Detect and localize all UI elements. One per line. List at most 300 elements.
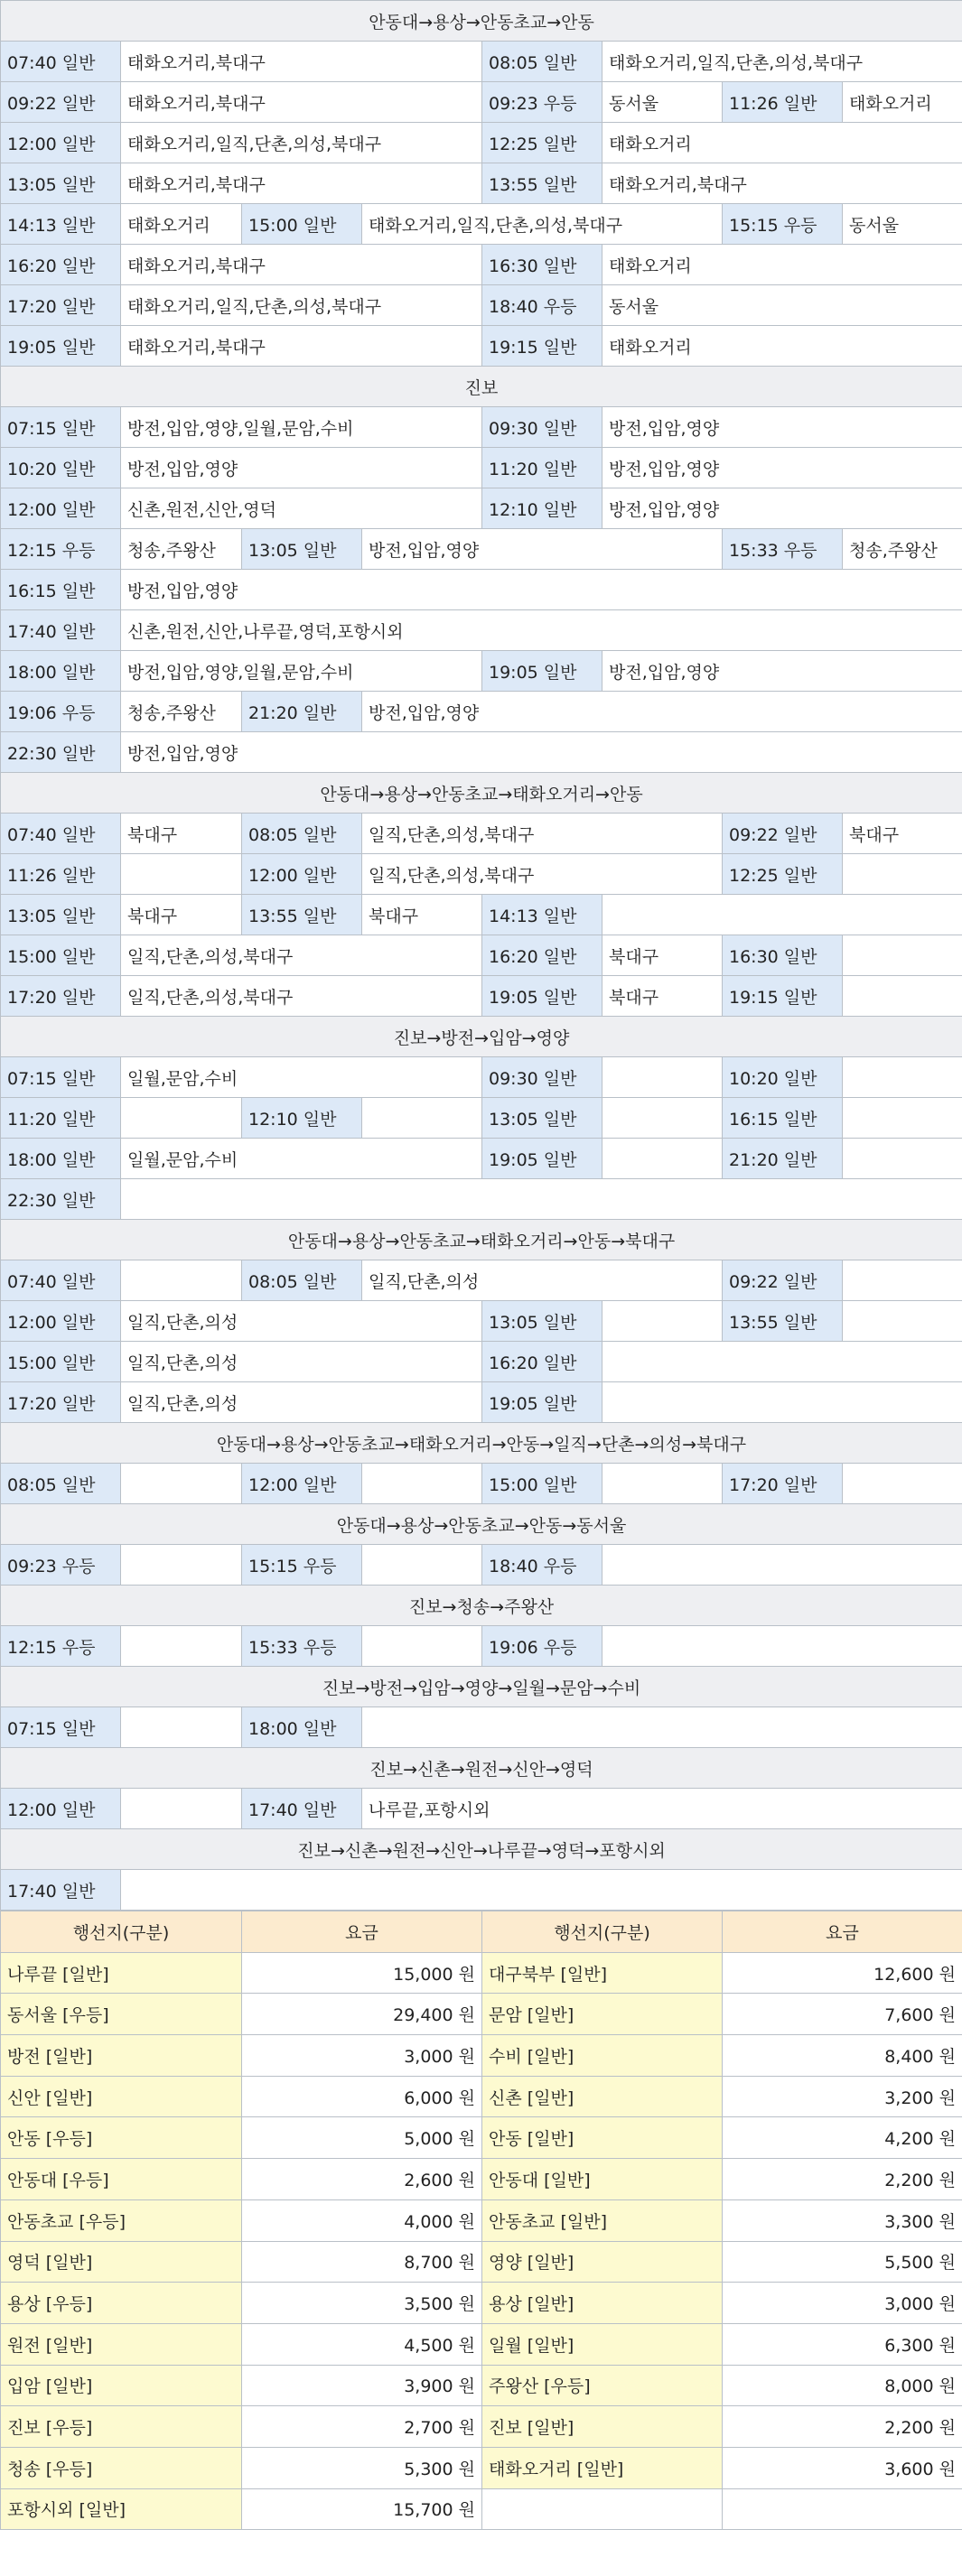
- schedule-row: [1, 1707, 962, 1748]
- via-stops: 신촌,원전,신안,나루끝,영덕,포항시외: [121, 610, 962, 651]
- via-stops: 태화오거리,북대구: [602, 163, 962, 204]
- departure-time: 18:40 우등: [482, 285, 602, 326]
- route-title: 안동대→용상→안동초교→태화오거리→안동→일직→단촌→의성→북대구: [1, 1423, 962, 1464]
- section-header-row: [1, 367, 962, 407]
- via-stops: [121, 1870, 962, 1911]
- departure-time: 15:00 일반: [1, 935, 121, 976]
- via-stops: 일직,단촌,의성: [121, 1342, 482, 1382]
- departure-time: 12:00 일반: [1, 488, 121, 529]
- via-stops: 신촌,원전,신안,영덕: [121, 488, 482, 529]
- departure-time: 12:00 일반: [1, 123, 121, 163]
- schedule-row: [1, 123, 962, 163]
- departure-time: 18:00 일반: [242, 1707, 362, 1748]
- fare-price: 2,200 원: [723, 2159, 962, 2200]
- fare-header-price: 요금: [723, 1911, 962, 1953]
- fare-destination: 안동 [우등]: [1, 2117, 242, 2159]
- fare-destination: 포항시외 [일반]: [1, 2488, 242, 2530]
- via-stops: 방전,입암,영양: [121, 448, 482, 488]
- departure-time: 12:15 우등: [1, 1626, 121, 1667]
- fare-body: [1, 1952, 962, 2530]
- departure-time: 13:05 일반: [242, 529, 362, 570]
- via-stops: 방전,입암,영양: [602, 448, 962, 488]
- departure-time: 07:40 일반: [1, 42, 121, 82]
- fare-row: [1, 2323, 962, 2365]
- departure-time: 13:55 일반: [723, 1301, 843, 1342]
- section-header-row: [1, 1667, 962, 1707]
- fare-header-row: [1, 1911, 962, 1953]
- via-stops: 방전,입암,영양: [121, 732, 962, 773]
- schedule-row: [1, 1545, 962, 1586]
- schedule-row: [1, 1057, 962, 1098]
- schedule-row: [1, 82, 962, 123]
- departure-time: 21:20 일반: [723, 1139, 843, 1179]
- schedule-row: [1, 407, 962, 448]
- via-stops: [121, 854, 242, 895]
- via-stops: [843, 1139, 962, 1179]
- departure-time: 17:40 일반: [1, 1870, 121, 1911]
- schedule-row: [1, 204, 962, 245]
- fare-price: 3,200 원: [723, 2076, 962, 2117]
- via-stops: [602, 1464, 723, 1504]
- via-stops: 방전,입암,영양: [602, 651, 962, 692]
- departure-time: 16:20 일반: [482, 935, 602, 976]
- fare-price: 6,000 원: [242, 2076, 482, 2117]
- via-stops: [602, 1098, 723, 1139]
- fare-destination: 원전 [일반]: [1, 2323, 242, 2365]
- fare-price: 7,600 원: [723, 1994, 962, 2035]
- fare-destination: [482, 2488, 723, 2530]
- fare-price: 5,000 원: [242, 2117, 482, 2159]
- schedule-row: [1, 1342, 962, 1382]
- departure-time: 18:00 일반: [1, 651, 121, 692]
- departure-time: 15:33 우등: [723, 529, 843, 570]
- via-stops: [362, 1626, 482, 1667]
- schedule-row: [1, 1870, 962, 1911]
- fare-row: [1, 2035, 962, 2077]
- departure-time: 09:22 일반: [723, 814, 843, 854]
- departure-time: 08:05 일반: [242, 1260, 362, 1301]
- fare-price: 15,700 원: [242, 2488, 482, 2530]
- departure-time: 16:15 일반: [723, 1098, 843, 1139]
- route-title: 진보: [1, 367, 962, 407]
- fare-destination: 안동 [일반]: [482, 2117, 723, 2159]
- via-stops: [121, 1626, 242, 1667]
- departure-time: 16:15 일반: [1, 570, 121, 610]
- departure-time: 12:00 일반: [1, 1301, 121, 1342]
- departure-time: 11:26 일반: [723, 82, 843, 123]
- fare-destination: 용상 [일반]: [482, 2283, 723, 2324]
- fare-price: 8,700 원: [242, 2241, 482, 2283]
- fare-destination: 안동대 [일반]: [482, 2159, 723, 2200]
- fare-price: 5,300 원: [242, 2447, 482, 2488]
- fare-destination: 영덕 [일반]: [1, 2241, 242, 2283]
- fare-price: 15,000 원: [242, 1952, 482, 1994]
- via-stops: [843, 1464, 962, 1504]
- route-title: 진보→신촌→원전→신안→나루끝→영덕→포항시외: [1, 1829, 962, 1870]
- via-stops: 청송,주왕산: [843, 529, 962, 570]
- via-stops: 방전,입암,영양,일월,문암,수비: [121, 407, 482, 448]
- via-stops: 북대구: [843, 814, 962, 854]
- via-stops: [602, 1382, 962, 1423]
- schedule-row: [1, 692, 962, 732]
- via-stops: 태화오거리: [843, 82, 962, 123]
- schedule-row: [1, 1098, 962, 1139]
- fare-price: 2,200 원: [723, 2406, 962, 2448]
- fare-destination: 안동초교 [일반]: [482, 2199, 723, 2241]
- route-title: 안동대→용상→안동초교→안동→동서울: [1, 1504, 962, 1545]
- fare-destination: 청송 [우등]: [1, 2447, 242, 2488]
- departure-time: 14:13 일반: [482, 895, 602, 935]
- fare-row: [1, 1952, 962, 1994]
- departure-time: 16:30 일반: [723, 935, 843, 976]
- route-title: 안동대→용상→안동초교→태화오거리→안동: [1, 773, 962, 814]
- schedule-row: [1, 163, 962, 204]
- departure-time: 16:30 일반: [482, 245, 602, 285]
- fare-row: [1, 2406, 962, 2448]
- section-header-row: [1, 1586, 962, 1626]
- via-stops: 태화오거리,일직,단촌,의성,북대구: [362, 204, 723, 245]
- departure-time: 12:25 일반: [482, 123, 602, 163]
- departure-time: 12:00 일반: [1, 1789, 121, 1829]
- via-stops: [602, 1342, 962, 1382]
- schedule-row: [1, 1139, 962, 1179]
- fare-price: 3,000 원: [723, 2283, 962, 2324]
- schedule-row: [1, 976, 962, 1017]
- via-stops: 북대구: [362, 895, 482, 935]
- via-stops: [843, 1098, 962, 1139]
- via-stops: 북대구: [121, 895, 242, 935]
- schedule-row: [1, 814, 962, 854]
- schedule-row: [1, 42, 962, 82]
- schedule-row: [1, 651, 962, 692]
- via-stops: 북대구: [121, 814, 242, 854]
- fare-row: [1, 2365, 962, 2406]
- via-stops: 방전,입암,영양: [362, 692, 962, 732]
- departure-time: 09:30 일반: [482, 407, 602, 448]
- departure-time: 12:00 일반: [242, 854, 362, 895]
- fare-destination: 용상 [우등]: [1, 2283, 242, 2324]
- via-stops: [121, 1179, 962, 1220]
- via-stops: [362, 1707, 962, 1748]
- departure-time: 08:05 일반: [242, 814, 362, 854]
- schedule-row: [1, 529, 962, 570]
- departure-time: 16:20 일반: [1, 245, 121, 285]
- via-stops: 북대구: [602, 935, 723, 976]
- schedule-row: [1, 610, 962, 651]
- schedule-row: [1, 1260, 962, 1301]
- via-stops: [843, 1260, 962, 1301]
- departure-time: 17:20 일반: [1, 976, 121, 1017]
- departure-time: 09:22 일반: [1, 82, 121, 123]
- departure-time: 15:33 우등: [242, 1626, 362, 1667]
- schedule-body: [1, 1, 962, 1911]
- schedule-row: [1, 1179, 962, 1220]
- departure-time: 07:15 일반: [1, 1707, 121, 1748]
- via-stops: 일월,문암,수비: [121, 1139, 482, 1179]
- via-stops: 일직,단촌,의성: [121, 1301, 482, 1342]
- section-header-row: [1, 1504, 962, 1545]
- departure-time: 22:30 일반: [1, 732, 121, 773]
- via-stops: [602, 895, 962, 935]
- fare-destination: 주왕산 [우등]: [482, 2365, 723, 2406]
- schedule-row: [1, 935, 962, 976]
- route-title: 진보→방전→입암→영양→일월→문암→수비: [1, 1667, 962, 1707]
- departure-time: 09:23 우등: [482, 82, 602, 123]
- schedule-row: [1, 1382, 962, 1423]
- fare-row: [1, 2447, 962, 2488]
- fare-destination: 신안 [일반]: [1, 2076, 242, 2117]
- departure-time: 08:05 일반: [482, 42, 602, 82]
- via-stops: 태화오거리,북대구: [121, 82, 482, 123]
- route-title: 진보→청송→주왕산: [1, 1586, 962, 1626]
- fare-destination: 동서울 [우등]: [1, 1994, 242, 2035]
- via-stops: 일직,단촌,의성,북대구: [121, 935, 482, 976]
- departure-time: 17:40 일반: [1, 610, 121, 651]
- schedule-row: [1, 448, 962, 488]
- departure-time: 13:55 일반: [482, 163, 602, 204]
- via-stops: [121, 1464, 242, 1504]
- fare-row: [1, 2159, 962, 2200]
- fare-header-destination: 행선지(구분): [1, 1911, 242, 1953]
- schedule-row: [1, 1301, 962, 1342]
- via-stops: 일직,단촌,의성,북대구: [362, 854, 723, 895]
- departure-time: 13:55 일반: [242, 895, 362, 935]
- departure-time: 14:13 일반: [1, 204, 121, 245]
- via-stops: [121, 1260, 242, 1301]
- via-stops: [602, 1626, 962, 1667]
- schedule-row: [1, 895, 962, 935]
- fare-destination: 진보 [우등]: [1, 2406, 242, 2448]
- via-stops: 일월,문암,수비: [121, 1057, 482, 1098]
- departure-time: 09:30 일반: [482, 1057, 602, 1098]
- via-stops: [602, 1057, 723, 1098]
- via-stops: 태화오거리: [121, 204, 242, 245]
- schedule-row: [1, 285, 962, 326]
- via-stops: 나루끝,포항시외: [362, 1789, 962, 1829]
- departure-time: 07:15 일반: [1, 1057, 121, 1098]
- fare-price: 29,400 원: [242, 1994, 482, 2035]
- departure-time: 17:40 일반: [242, 1789, 362, 1829]
- departure-time: 10:20 일반: [723, 1057, 843, 1098]
- fare-row: [1, 2283, 962, 2324]
- fare-destination: 일월 [일반]: [482, 2323, 723, 2365]
- departure-time: 13:05 일반: [482, 1301, 602, 1342]
- fare-destination: 영양 [일반]: [482, 2241, 723, 2283]
- via-stops: 일직,단촌,의성: [121, 1382, 482, 1423]
- via-stops: 방전,입암,영양,일월,문암,수비: [121, 651, 482, 692]
- fare-price: 2,600 원: [242, 2159, 482, 2200]
- schedule-row: [1, 1626, 962, 1667]
- departure-time: 19:15 일반: [723, 976, 843, 1017]
- departure-time: 07:15 일반: [1, 407, 121, 448]
- via-stops: [121, 1098, 242, 1139]
- departure-time: 17:20 일반: [1, 285, 121, 326]
- departure-time: 12:15 우등: [1, 529, 121, 570]
- fare-destination: 태화오거리 [일반]: [482, 2447, 723, 2488]
- via-stops: 동서울: [602, 82, 723, 123]
- fare-price: 8,000 원: [723, 2365, 962, 2406]
- schedule-row: [1, 1464, 962, 1504]
- schedule-row: [1, 570, 962, 610]
- departure-time: 19:06 우등: [482, 1626, 602, 1667]
- fare-price: 4,500 원: [242, 2323, 482, 2365]
- schedule-row: [1, 326, 962, 367]
- departure-time: 19:05 일반: [482, 651, 602, 692]
- fare-destination: 수비 [일반]: [482, 2035, 723, 2077]
- fare-table: [0, 1911, 962, 2530]
- departure-time: 12:10 일반: [242, 1098, 362, 1139]
- schedule-row: [1, 732, 962, 773]
- departure-time: 08:05 일반: [1, 1464, 121, 1504]
- fare-destination: 대구북부 [일반]: [482, 1952, 723, 1994]
- schedule-row: [1, 1789, 962, 1829]
- departure-time: 07:40 일반: [1, 814, 121, 854]
- departure-time: 13:05 일반: [1, 163, 121, 204]
- via-stops: 동서울: [602, 285, 962, 326]
- departure-time: 18:40 우등: [482, 1545, 602, 1586]
- via-stops: 방전,입암,영양: [602, 488, 962, 529]
- via-stops: [843, 976, 962, 1017]
- via-stops: [121, 1707, 242, 1748]
- schedule-row: [1, 854, 962, 895]
- departure-time: 19:05 일반: [482, 976, 602, 1017]
- departure-time: 13:05 일반: [482, 1098, 602, 1139]
- via-stops: [121, 1789, 242, 1829]
- via-stops: [843, 1301, 962, 1342]
- fare-destination: 입암 [일반]: [1, 2365, 242, 2406]
- departure-time: 21:20 일반: [242, 692, 362, 732]
- via-stops: 방전,입암,영양: [362, 529, 723, 570]
- via-stops: 태화오거리: [602, 245, 962, 285]
- departure-time: 15:00 일반: [242, 204, 362, 245]
- via-stops: 태화오거리: [602, 326, 962, 367]
- fare-destination: 안동초교 [우등]: [1, 2199, 242, 2241]
- fare-price: 5,500 원: [723, 2241, 962, 2283]
- schedule-row: [1, 245, 962, 285]
- section-header-row: [1, 1220, 962, 1260]
- section-header-row: [1, 1423, 962, 1464]
- fare-row: [1, 2199, 962, 2241]
- route-title: 안동대→용상→안동초교→안동: [1, 1, 962, 42]
- fare-price: 3,500 원: [242, 2283, 482, 2324]
- via-stops: 일직,단촌,의성,북대구: [121, 976, 482, 1017]
- via-stops: 태화오거리: [602, 123, 962, 163]
- via-stops: [843, 854, 962, 895]
- departure-time: 15:15 우등: [723, 204, 843, 245]
- fare-price: [723, 2488, 962, 2530]
- departure-time: 19:05 일반: [482, 1382, 602, 1423]
- departure-time: 15:15 우등: [242, 1545, 362, 1586]
- departure-time: 10:20 일반: [1, 448, 121, 488]
- departure-time: 09:22 일반: [723, 1260, 843, 1301]
- via-stops: 태화오거리,북대구: [121, 326, 482, 367]
- fare-price: 3,000 원: [242, 2035, 482, 2077]
- section-header-row: [1, 773, 962, 814]
- fare-price: 3,600 원: [723, 2447, 962, 2488]
- via-stops: [362, 1098, 482, 1139]
- route-title: 안동대→용상→안동초교→태화오거리→안동→북대구: [1, 1220, 962, 1260]
- departure-time: 12:10 일반: [482, 488, 602, 529]
- fare-row: [1, 2488, 962, 2530]
- route-title: 진보→신촌→원전→신안→영덕: [1, 1748, 962, 1789]
- via-stops: 태화오거리,일직,단촌,의성,북대구: [602, 42, 962, 82]
- via-stops: 태화오거리,일직,단촌,의성,북대구: [121, 285, 482, 326]
- section-header-row: [1, 1829, 962, 1870]
- fare-price: 8,400 원: [723, 2035, 962, 2077]
- fare-price: 4,000 원: [242, 2199, 482, 2241]
- section-header-row: [1, 1748, 962, 1789]
- via-stops: 청송,주왕산: [121, 692, 242, 732]
- departure-time: 16:20 일반: [482, 1342, 602, 1382]
- departure-time: 13:05 일반: [1, 895, 121, 935]
- via-stops: [362, 1545, 482, 1586]
- via-stops: 방전,입암,영양: [121, 570, 962, 610]
- via-stops: 방전,입암,영양: [602, 407, 962, 448]
- fare-price: 12,600 원: [723, 1952, 962, 1994]
- fare-destination: 문암 [일반]: [482, 1994, 723, 2035]
- fare-destination: 안동대 [우등]: [1, 2159, 242, 2200]
- fare-price: 3,300 원: [723, 2199, 962, 2241]
- fare-header-price: 요금: [242, 1911, 482, 1953]
- section-header-row: [1, 1017, 962, 1057]
- via-stops: [602, 1545, 962, 1586]
- departure-time: 19:15 일반: [482, 326, 602, 367]
- fare-price: 3,900 원: [242, 2365, 482, 2406]
- departure-time: 19:06 우등: [1, 692, 121, 732]
- via-stops: 태화오거리,북대구: [121, 245, 482, 285]
- fare-destination: 나루끝 [일반]: [1, 1952, 242, 1994]
- fare-destination: 신촌 [일반]: [482, 2076, 723, 2117]
- fare-price: 4,200 원: [723, 2117, 962, 2159]
- departure-time: 19:05 일반: [1, 326, 121, 367]
- via-stops: 북대구: [602, 976, 723, 1017]
- schedule-row: [1, 488, 962, 529]
- fare-row: [1, 2117, 962, 2159]
- fare-destination: 진보 [일반]: [482, 2406, 723, 2448]
- departure-time: 18:00 일반: [1, 1139, 121, 1179]
- via-stops: 태화오거리,일직,단촌,의성,북대구: [121, 123, 482, 163]
- route-title: 진보→방전→입암→영양: [1, 1017, 962, 1057]
- departure-time: 11:20 일반: [482, 448, 602, 488]
- fare-destination: 방전 [일반]: [1, 2035, 242, 2077]
- departure-time: 15:00 일반: [482, 1464, 602, 1504]
- section-header-row: [1, 1, 962, 42]
- departure-time: 15:00 일반: [1, 1342, 121, 1382]
- departure-time: 11:26 일반: [1, 854, 121, 895]
- via-stops: 일직,단촌,의성: [362, 1260, 723, 1301]
- departure-time: 19:05 일반: [482, 1139, 602, 1179]
- departure-time: 12:25 일반: [723, 854, 843, 895]
- via-stops: 동서울: [843, 204, 962, 245]
- departure-time: 09:23 우등: [1, 1545, 121, 1586]
- departure-time: 17:20 일반: [1, 1382, 121, 1423]
- via-stops: [362, 1464, 482, 1504]
- via-stops: 일직,단촌,의성,북대구: [362, 814, 723, 854]
- via-stops: [843, 935, 962, 976]
- via-stops: [121, 1545, 242, 1586]
- via-stops: 태화오거리,북대구: [121, 163, 482, 204]
- via-stops: [843, 1057, 962, 1098]
- via-stops: [602, 1139, 723, 1179]
- departure-time: 12:00 일반: [242, 1464, 362, 1504]
- departure-time: 11:20 일반: [1, 1098, 121, 1139]
- fare-price: 6,300 원: [723, 2323, 962, 2365]
- fare-price: 2,700 원: [242, 2406, 482, 2448]
- fare-header-destination: 행선지(구분): [482, 1911, 723, 1953]
- departure-time: 17:20 일반: [723, 1464, 843, 1504]
- via-stops: 태화오거리,북대구: [121, 42, 482, 82]
- departure-time: 07:40 일반: [1, 1260, 121, 1301]
